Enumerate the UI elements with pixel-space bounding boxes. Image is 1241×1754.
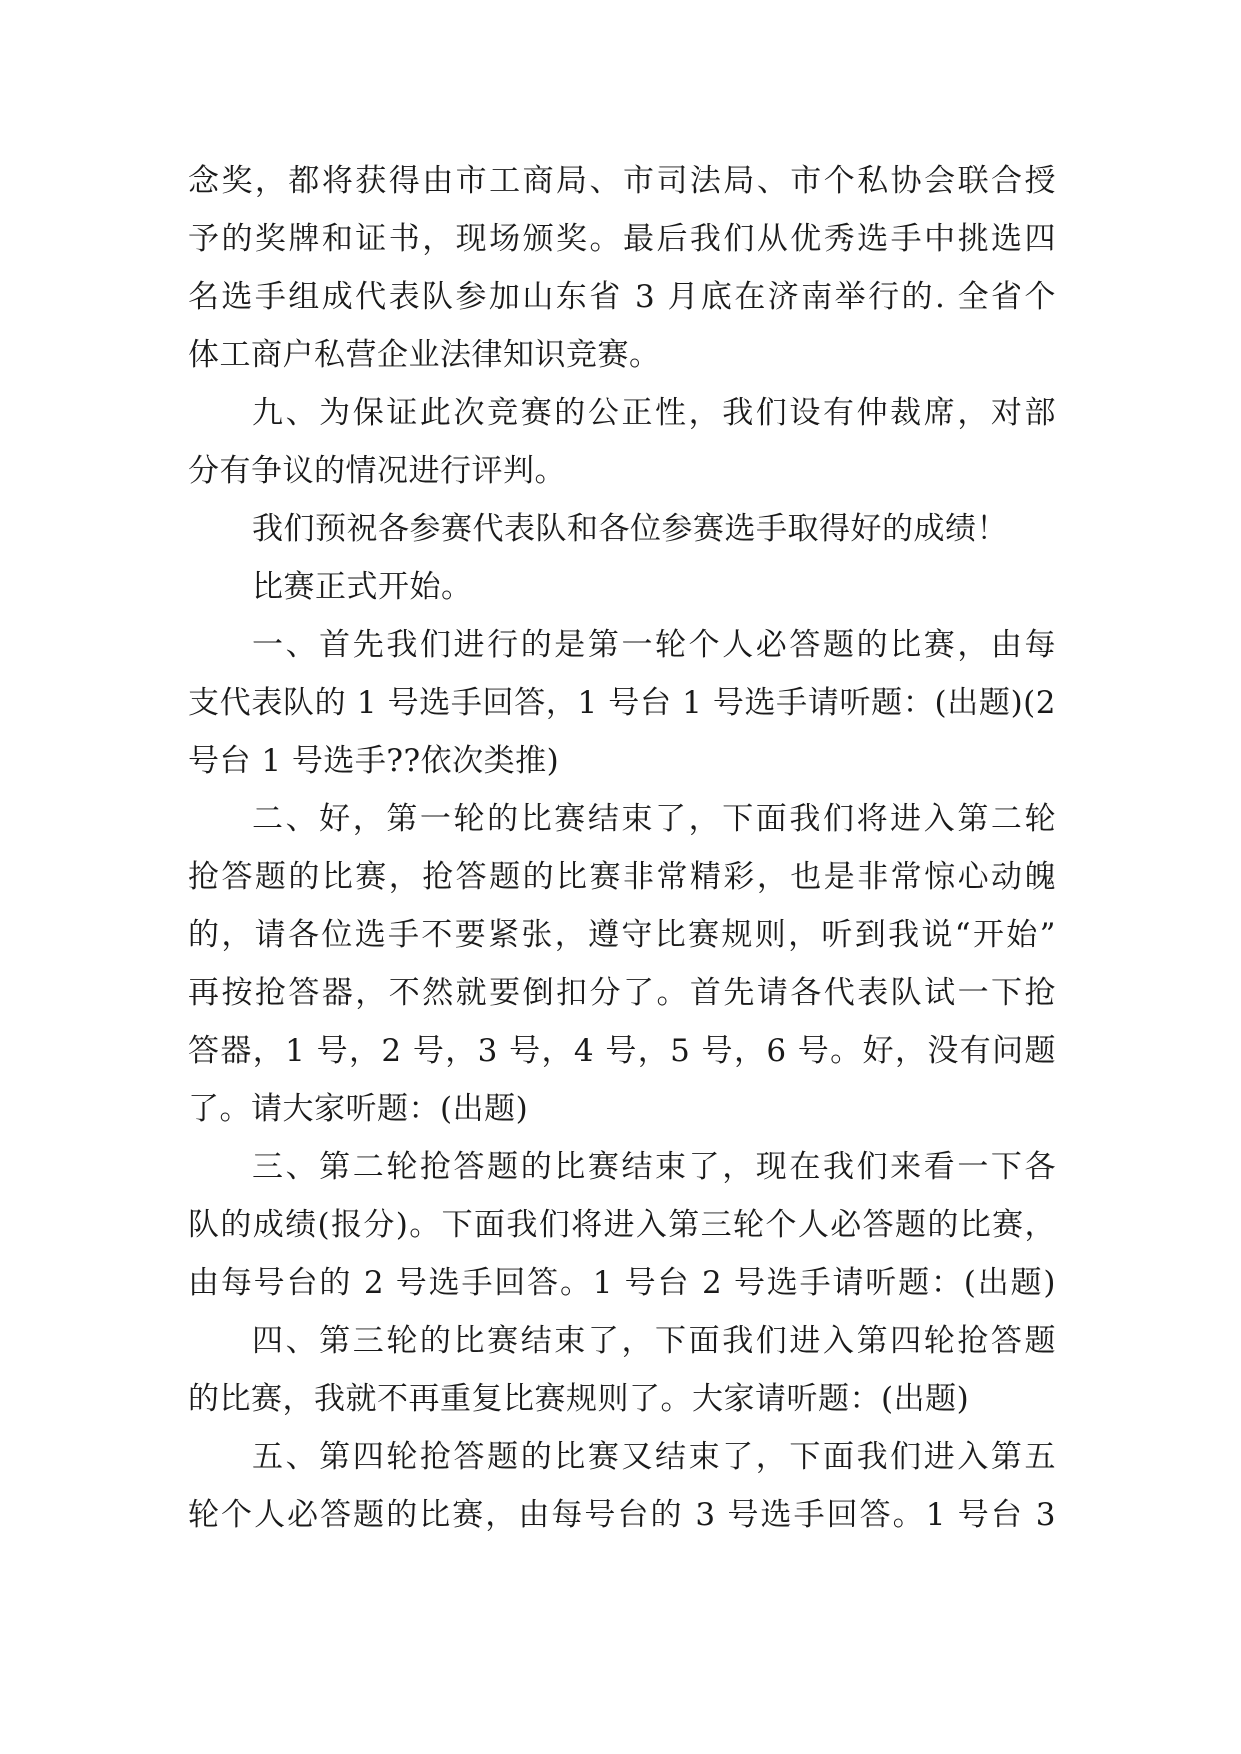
text-line: 答器，1 号，2 号，3 号，4 号，5 号，6 号。好，没有问题 [188,1033,1056,1069]
text-line: 的比赛，我就不再重复比赛规则了。大家请听题：(出题) [188,1381,970,1417]
text-line: 支代表队的 1 号选手回答，1 号台 1 号选手请听题：(出题)(2 [188,685,1056,721]
round-two-start: 二、好，第一轮的比赛结束了，下面我们将进入第二轮 [252,801,1056,837]
text-line: 的，请各位选手不要紧张，遵守比赛规则，听到我说“开始” [188,917,1056,953]
text-line: 再按抢答器，不然就要倒扣分了。首先请各代表队试一下抢 [188,975,1056,1011]
round-three-start: 三、第二轮抢答题的比赛结束了，现在我们来看一下各 [252,1149,1056,1185]
text-line: 抢答题的比赛，抢答题的比赛非常精彩，也是非常惊心动魄 [188,859,1056,895]
text-line: 了。请大家听题：(出题) [188,1091,529,1127]
text-line: 轮个人必答题的比赛，由每号台的 3 号选手回答。1 号台 3 [188,1497,1056,1533]
round-four-start: 四、第三轮的比赛结束了，下面我们进入第四轮抢答题 [252,1323,1056,1359]
text-line: 由每号台的 2 号选手回答。1 号台 2 号选手请听题：(出题) [188,1265,1056,1301]
text-line: 分有争议的情况进行评判。 [188,453,566,489]
text-line: 体工商户私营企业法律知识竞赛。 [188,337,661,373]
paragraph-nine-start: 九、为保证此次竞赛的公正性，我们设有仲裁席，对部 [252,395,1056,431]
text-line: 念奖，都将获得由市工商局、市司法局、市个私协会联合授 [188,163,1056,199]
document-body [188,152,1056,1544]
text-line: 号台 1 号选手??依次类推) [188,743,560,779]
wish-paragraph: 我们预祝各参赛代表队和各位参赛选手取得好的成绩！ [252,511,1008,547]
text-line: 名选手组成代表队参加山东省 3 月底在济南举行的. 全省个 [188,279,1056,315]
round-five-start: 五、第四轮抢答题的比赛又结束了，下面我们进入第五 [252,1439,1056,1475]
round-one-start: 一、首先我们进行的是第一轮个人必答题的比赛，由每 [252,627,1056,663]
text-line: 队的成绩(报分)。下面我们将进入第三轮个人必答题的比赛， [188,1207,1056,1243]
start-announcement: 比赛正式开始。 [252,569,473,605]
text-line: 予的奖牌和证书，现场颁奖。最后我们从优秀选手中挑选四 [188,221,1056,257]
